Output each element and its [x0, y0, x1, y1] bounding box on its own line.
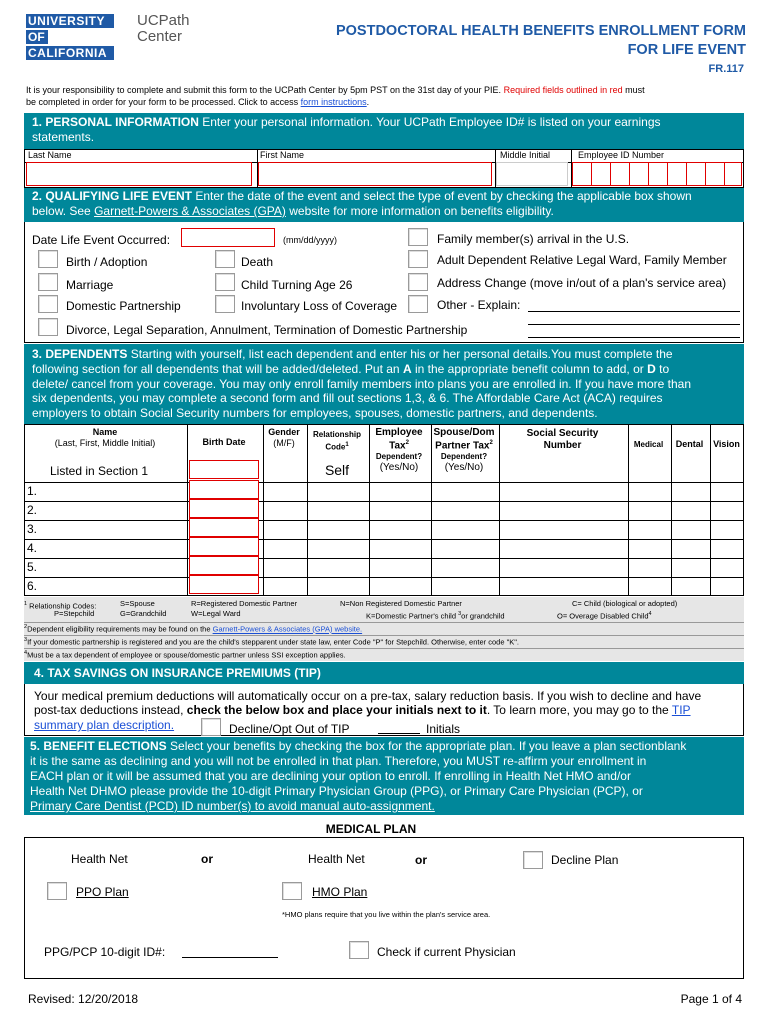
fn4-text: Must be a tax dependent of employee or spouse/domestic partner unless SSI exception applies.: [27, 650, 346, 660]
section5-line5: Primary Care Dentist (PCD) ID number(s) to avoid manual auto-assignment.: [30, 799, 435, 813]
ppo-plan-label: PPO Plan: [76, 885, 129, 899]
tip-initials-label: Initials: [426, 722, 461, 736]
fn2-text: Dependent eligibility requirements may be found on the: [27, 624, 211, 634]
dependent-5-birth-input[interactable]: [189, 556, 259, 575]
fn1-g: G=Grandchild: [120, 609, 167, 618]
col-sp-tax-sup: 2: [489, 440, 493, 446]
death-label: Death: [241, 255, 274, 269]
other-label: Other - Explain:: [437, 298, 521, 312]
address-change-label: Address Change (move in/out of a plan's service area): [437, 276, 727, 290]
hmo-plan-checkbox[interactable]: [282, 882, 302, 900]
other-checkbox[interactable]: [408, 295, 428, 313]
fn1-k: [366, 609, 505, 622]
family-arrival-label: Family member(s) arrival in the U.S.: [437, 232, 630, 246]
tip-line2-bold: check the below box and place your initials next to it: [186, 703, 487, 717]
adult-dependent-checkbox[interactable]: [408, 250, 428, 268]
gpa-link[interactable]: Garnett-Powers & Associates (GPA): [94, 204, 286, 218]
col-sp-tax-4: (Yes/No): [444, 462, 484, 474]
col-ssn-1: Social Security: [526, 428, 599, 439]
decline-medical-label: Decline Plan: [551, 853, 619, 867]
footnote-2: [24, 624, 362, 634]
section3-title: 3. DEPENDENTS: [32, 347, 128, 361]
divorce-checkbox[interactable]: [38, 318, 58, 336]
col-rel-label: Relationship: [312, 430, 361, 439]
col-name-label: Name: [92, 427, 118, 437]
col-ssn-header: [498, 428, 627, 452]
last-name-label: Last Name: [28, 150, 72, 160]
col-gender-header: [262, 427, 306, 449]
ucpath-logo: [137, 13, 190, 45]
section3-desc-line3: delete/ cancel from your coverage. You may only enroll family members into plans you are enrolled in. If you have more than: [32, 376, 692, 391]
footnote-1: [24, 599, 744, 619]
col-gender-label: Gender: [268, 427, 300, 437]
fn1-or: or grandchild: [461, 611, 505, 621]
domestic-partnership-label: Domestic Partnership: [66, 299, 181, 313]
or-label-1: or: [201, 852, 213, 866]
other-explain-line-2[interactable]: [528, 324, 740, 325]
current-physician-label: Check if current Physician: [377, 945, 516, 959]
form-code: FR.117: [708, 63, 744, 75]
date-format-hint: (mm/dd/yyyy): [283, 235, 337, 245]
employee-id-label: Employee ID Number: [578, 150, 665, 160]
intro-text-b: must: [625, 85, 645, 95]
fn3-sup: 3: [24, 637, 28, 643]
col-emp-tax-2-text: Tax: [389, 440, 406, 452]
other-explain-line-3[interactable]: [528, 337, 740, 338]
section5-line1: Select your benefits by checking the box for the appropriate plan. If you leave a plan sectionblank: [170, 739, 687, 753]
footnote-4: [24, 650, 346, 660]
col-relationship-header: [306, 430, 368, 453]
other-explain-line-1[interactable]: [528, 311, 740, 312]
col-sp-tax-2-text: Partner Tax: [435, 440, 490, 452]
col-rel-sup: 1: [345, 442, 349, 448]
dependent-row-5-label: 5.: [27, 560, 38, 574]
section5-line2: it is the same as declining and you will not be enrolled in that plan. Therefore, you MUST re-affirm your enrollment in: [30, 754, 647, 768]
section3-desc-line2a: following section for all dependents that will be added/deleted. Put an: [32, 361, 400, 376]
fn1-n: N=Non Registered Domestic Partner: [340, 599, 462, 608]
tip-text: [34, 689, 740, 717]
section1-header: [24, 113, 744, 149]
tip-line2a: post-tax deductions instead,: [34, 703, 184, 717]
intro-text-a: It is your responsibility to complete and submit this form to the UCPath Center by 5pm PST on the 31st day of your PIE.: [26, 85, 502, 95]
fn1-label: Relationship Codes:: [29, 601, 97, 611]
marriage-label: Marriage: [66, 278, 114, 292]
form-title: [336, 22, 746, 60]
birth-adoption-label: Birth / Adoption: [66, 255, 148, 269]
ppo-plan-checkbox[interactable]: [47, 882, 67, 900]
involuntary-loss-label: Involuntary Loss of Coverage: [241, 299, 398, 313]
intro-period: .: [366, 97, 370, 107]
form-title-line2: FOR LIFE EVENT: [627, 42, 746, 58]
family-arrival-checkbox[interactable]: [408, 228, 428, 246]
tip-initials-line[interactable]: [378, 733, 420, 734]
col-birth-header: Birth Date: [202, 437, 246, 447]
dependent-6-birth-input[interactable]: [189, 575, 259, 594]
page-number: Page 1 of 4: [680, 992, 742, 1006]
section3-desc-line2c: to: [659, 361, 670, 376]
section4-header: [24, 662, 744, 684]
fn1-sup: 1: [24, 601, 28, 607]
fn2-gpa-link[interactable]: Garnett-Powers & Associates (GPA) website.: [212, 624, 363, 634]
child-age-checkbox[interactable]: [215, 273, 235, 291]
dependent-row-3-label: 3.: [27, 522, 38, 536]
dependent-3-birth-input[interactable]: [189, 518, 259, 537]
col-vision-header: Vision: [713, 439, 740, 449]
fn1-o-sup: 4: [648, 611, 652, 617]
current-physician-checkbox[interactable]: [349, 941, 369, 959]
col-sp-tax-3: Dependent?: [440, 452, 488, 462]
col-gender-sub: (M/F): [273, 438, 295, 448]
col-sp-tax-1: Spouse/Dom: [433, 427, 495, 438]
domestic-partnership-checkbox[interactable]: [38, 295, 58, 313]
dependent-1-birth-input[interactable]: [189, 480, 259, 499]
fn1-k-text: K=Domestic Partner's child: [366, 611, 457, 621]
col-rel-sub: Code: [325, 442, 346, 452]
fn1-c: C= Child (biological or adopted): [572, 599, 678, 608]
fn1-w: W=Legal Ward: [191, 609, 241, 618]
health-net-label-2: Health Net: [308, 852, 365, 866]
section3-desc-line1: Starting with yourself, list each dependent and enter his or her personal details.You must complete the: [130, 347, 673, 361]
dependent-4-birth-input[interactable]: [189, 537, 259, 556]
fn1-o: [557, 609, 652, 622]
col-dental-header: Dental: [675, 439, 704, 449]
intro-text-c: be completed in order for your form to be processed. Click to access: [26, 97, 299, 107]
decline-tip-label: Decline/Opt Out of TIP: [229, 722, 350, 736]
dependent-row-4-label: 4.: [27, 541, 38, 555]
fn2-sup: 2: [24, 624, 28, 630]
dependent-row-2-label: 2.: [27, 503, 38, 517]
ucpath-logo-line1: UCPath: [137, 12, 190, 29]
section3-desc-line5: employers to obtain Social Security numbers for employees, spouses, domestic partners, and dependents.: [32, 406, 598, 421]
section3-desc-line4: six dependents, you may complete a second form and fill out sections 1,3, & 6. The Affordable Care Act (ACA) requires: [32, 391, 663, 406]
col-emp-tax-1: Employee: [375, 427, 423, 438]
or-label-2: or: [415, 853, 427, 867]
dependent-row-6-label: 6.: [27, 579, 38, 593]
address-change-checkbox[interactable]: [408, 273, 428, 291]
tip-line2b: . To learn more, you may go to the: [486, 703, 669, 717]
date-event-label: Date Life Event Occurred:: [32, 233, 171, 247]
adult-dependent-label: Adult Dependent Relative Legal Ward, Family Member: [437, 253, 727, 267]
col-emp-tax-4: (Yes/No): [379, 462, 419, 474]
child-age-label: Child Turning Age 26: [241, 278, 353, 292]
form-title-line1: POSTDOCTORAL HEALTH BENEFITS ENROLLMENT FORM: [335, 23, 746, 39]
section2-desc-line2b: website for more information on benefits eligibility.: [289, 204, 554, 218]
form-instructions-link[interactable]: form instructions: [300, 97, 367, 107]
date-event-input[interactable]: [181, 228, 275, 247]
section5-title: 5. BENEFIT ELECTIONS: [30, 739, 167, 753]
section3-desc-A: A: [402, 361, 412, 376]
section3-desc-D: D: [647, 361, 656, 376]
health-net-label-1: Health Net: [71, 852, 128, 866]
fn4-sup: 4: [24, 650, 28, 656]
decline-tip-checkbox[interactable]: [201, 718, 221, 736]
birth-adoption-checkbox[interactable]: [38, 250, 58, 268]
hmo-note: *HMO plans require that you live within the plan's service area.: [282, 910, 491, 919]
medical-heading: MEDICAL PLAN: [325, 822, 417, 836]
section1-desc-line1: Enter your personal information. Your UCPath Employee ID# is listed on your earnings: [202, 115, 661, 129]
ppg-pcp-input[interactable]: [182, 957, 278, 958]
hmo-plan-label: HMO Plan: [312, 885, 368, 899]
col-ssn-2: Number: [543, 440, 582, 451]
section3-desc-line2b: in the appropriate benefit column to add, or: [414, 361, 644, 376]
ucpath-logo-line2: Center: [137, 28, 183, 45]
self-relationship-code: Self: [324, 462, 350, 478]
section3-header: [24, 344, 744, 424]
section2-title: 2. QUALIFYING LIFE EVENT: [32, 189, 193, 203]
involuntary-loss-checkbox[interactable]: [215, 295, 235, 313]
uc-logo-line2: OF: [26, 30, 48, 44]
section4-title: 4. TAX SAVINGS ON INSURANCE PREMIUMS (TIP): [34, 666, 321, 680]
section1-desc-line2: statements.: [32, 130, 95, 144]
uc-logo-line1: UNIVERSITY: [26, 14, 114, 28]
divorce-label: Divorce, Legal Separation, Annulment, Termination of Domestic Partnership: [66, 323, 468, 337]
first-name-label: First Name: [260, 150, 305, 160]
section1-title: 1. PERSONAL INFORMATION: [32, 115, 199, 129]
col-emp-tax-3: Dependent?: [375, 452, 423, 462]
self-row-label: Listed in Section 1: [50, 464, 149, 478]
fn1-p: P=Stepchild: [54, 609, 95, 618]
middle-initial-input[interactable]: [496, 162, 568, 186]
col-sp-tax-2: [430, 438, 498, 451]
col-medical-header: Medical: [633, 440, 664, 449]
middle-initial-label: Middle Initial: [500, 150, 551, 160]
fn1-r: R=Registered Domestic Partner: [191, 599, 298, 608]
tip-link-a[interactable]: TIP: [671, 703, 691, 717]
tip-line1: Your medical premium deductions will automatically occur on a pre-tax, salary reduction basis. If you wish to decline and have: [34, 689, 702, 703]
tip-summary-link[interactable]: summary plan description.: [34, 718, 175, 732]
self-birth-date-input[interactable]: [189, 460, 259, 479]
uc-logo-line3: CALIFORNIA: [26, 46, 114, 60]
intro-required-text: Required fields outlined in red: [503, 85, 623, 95]
revised-date: Revised: 12/20/2018: [28, 992, 139, 1006]
fn1-k-sup: 3: [458, 611, 462, 617]
last-name-input[interactable]: [26, 162, 252, 186]
col-emp-tax-header: [368, 427, 430, 473]
dependent-row-1-label: 1.: [27, 484, 38, 498]
employee-id-input[interactable]: [572, 162, 742, 186]
col-name-header: [24, 427, 186, 449]
footnote-3: [24, 637, 519, 647]
col-emp-tax-2: [368, 438, 430, 451]
section5-header: [24, 737, 744, 815]
section5-line3: EACH plan or it will be assumed that you are declining your option to enroll. If enrolling in Health Net HMO and/or: [30, 769, 631, 783]
fn1-o-text: O= Overage Disabled Child: [557, 611, 649, 621]
section5-line4: Health Net DHMO please provide the 10-digit Primary Physician Group (PPG), or Primary Care Physician (PCP), or: [30, 784, 643, 798]
col-emp-tax-sup: 2: [405, 440, 409, 446]
intro-text: [26, 84, 746, 108]
uc-logo: [26, 14, 116, 60]
ppg-pcp-label: PPG/PCP 10-digit ID#:: [44, 945, 166, 959]
decline-medical-checkbox[interactable]: [523, 851, 543, 869]
fn1-s: S=Spouse: [120, 599, 155, 608]
section2-header: [24, 188, 744, 222]
section2-desc-line1: Enter the date of the event and select the type of event by checking the applicable box shown: [195, 189, 692, 203]
first-name-input[interactable]: [258, 162, 492, 186]
fn3-text: If your domestic partnership is registered and you are the child's stepparent under state law, enter Code "P" for Stepchild. Otherwise, enter code "K".: [27, 637, 519, 647]
section2-desc-line2a: below. See: [32, 204, 91, 218]
col-name-sub: (Last, First, Middle Initial): [54, 438, 156, 448]
marriage-checkbox[interactable]: [38, 273, 58, 291]
col-spouse-tax-header: [430, 427, 498, 473]
dependent-2-birth-input[interactable]: [189, 499, 259, 518]
death-checkbox[interactable]: [215, 250, 235, 268]
